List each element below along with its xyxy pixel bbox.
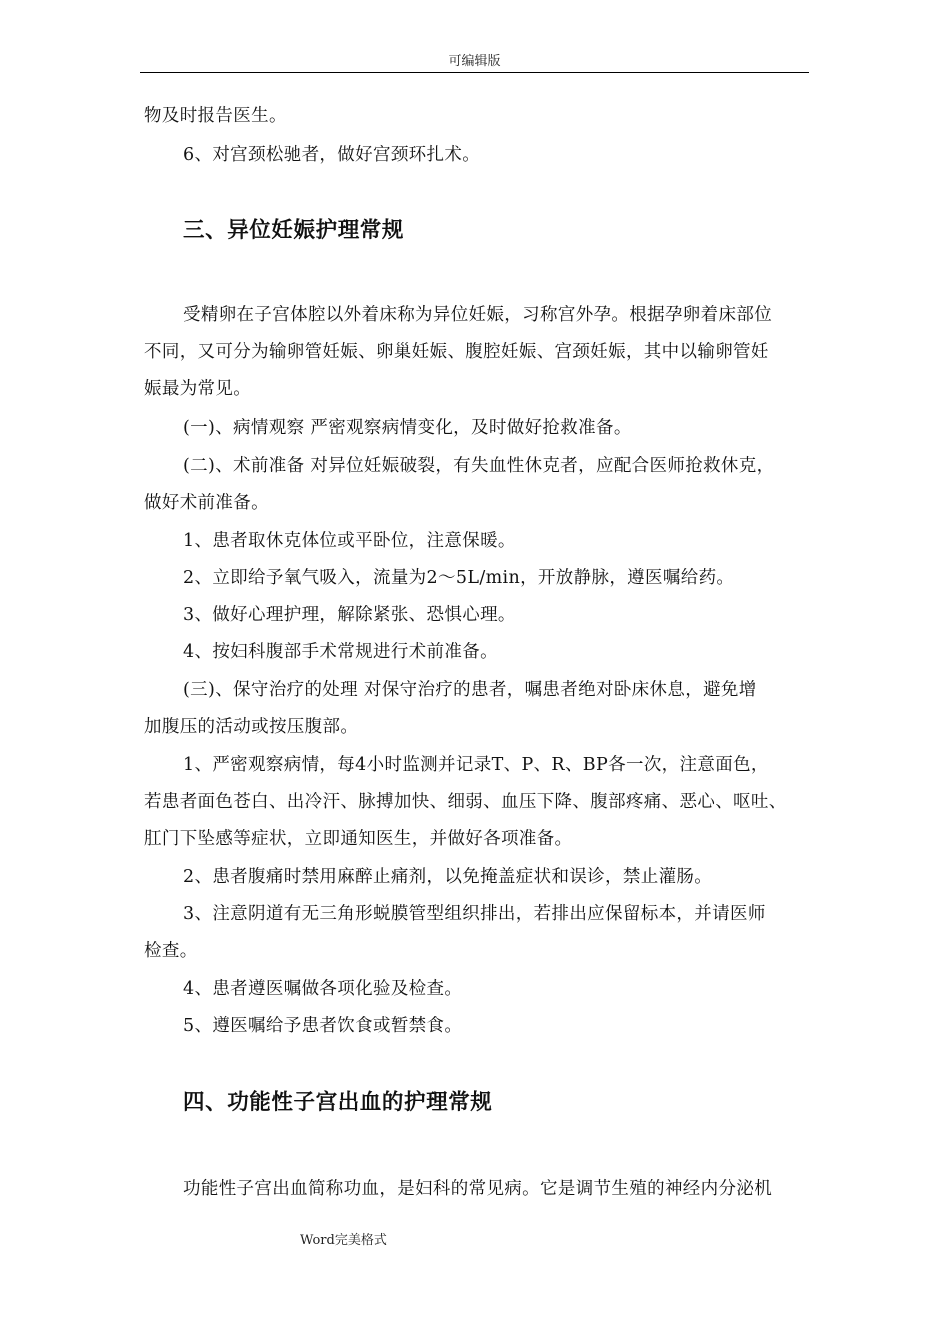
paragraph-line: 物及时报告医生。 xyxy=(144,106,287,126)
subsection-line: (三)、保守治疗的处理 对保守治疗的患者，嘱患者绝对卧床休息，避免增 xyxy=(183,680,757,700)
list-item: 3、做好心理护理，解除紧张、恐惧心理。 xyxy=(183,605,516,625)
list-item: 1、患者取休克体位或平卧位，注意保暖。 xyxy=(183,531,516,551)
list-item: 3、注意阴道有无三角形蜕膜管型组织排出，若排出应保留标本，并请医师 xyxy=(183,904,766,924)
paragraph-line: 不同，又可分为输卵管妊娠、卵巢妊娠、腹腔妊娠、宫颈妊娠，其中以输卵管妊 xyxy=(144,342,769,362)
paragraph-line: 受精卵在子宫体腔以外着床称为异位妊娠，习称宫外孕。根据孕卵着床部位 xyxy=(183,305,773,325)
page-header xyxy=(140,52,809,73)
section-heading: 三、异位妊娠护理常规 xyxy=(183,218,405,243)
header-text: 可编辑版 xyxy=(448,54,501,69)
list-item: 4、按妇科腹部手术常规进行术前准备。 xyxy=(183,642,498,662)
paragraph-line: 肛门下坠感等症状，立即通知医生，并做好各项准备。 xyxy=(144,829,573,849)
subsection-line: (一)、病情观察 严密观察病情变化，及时做好抢救准备。 xyxy=(183,418,632,438)
page-footer: Word完美格式 xyxy=(300,1233,387,1248)
paragraph-line: 做好术前准备。 xyxy=(144,493,269,513)
paragraph-line: 加腹压的活动或按压腹部。 xyxy=(144,717,359,737)
paragraph-line: 娠最为常见。 xyxy=(144,379,252,399)
list-item: 1、严密观察病情，每4小时监测并记录T、P、R、BP各一次，注意面色， xyxy=(183,755,769,775)
list-item: 2、立即给予氧气吸入，流量为2～5L/min，开放静脉，遵医嘱给药。 xyxy=(183,568,735,588)
subsection-line: (二)、术前准备 对异位妊娠破裂，有失血性休克者，应配合医师抢救休克， xyxy=(183,456,775,476)
paragraph-line: 若患者面色苍白、出冷汗、脉搏加快、细弱、血压下降、腹部疼痛、恶心、呕吐、 xyxy=(144,792,787,812)
section-heading: 四、功能性子宫出血的护理常规 xyxy=(183,1090,493,1115)
list-item: 2、患者腹痛时禁用麻醉止痛剂，以免掩盖症状和误诊，禁止灌肠。 xyxy=(183,867,713,887)
paragraph-line: 检查。 xyxy=(144,941,198,961)
paragraph-line: 功能性子宫出血简称功血，是妇科的常见病。它是调节生殖的神经内分泌机 xyxy=(183,1179,773,1199)
list-item: 4、患者遵医嘱做各项化验及检查。 xyxy=(183,979,463,999)
list-item: 5、遵医嘱给予患者饮食或暂禁食。 xyxy=(183,1016,463,1036)
list-item: 6、对宫颈松驰者，做好宫颈环扎术。 xyxy=(183,145,481,165)
